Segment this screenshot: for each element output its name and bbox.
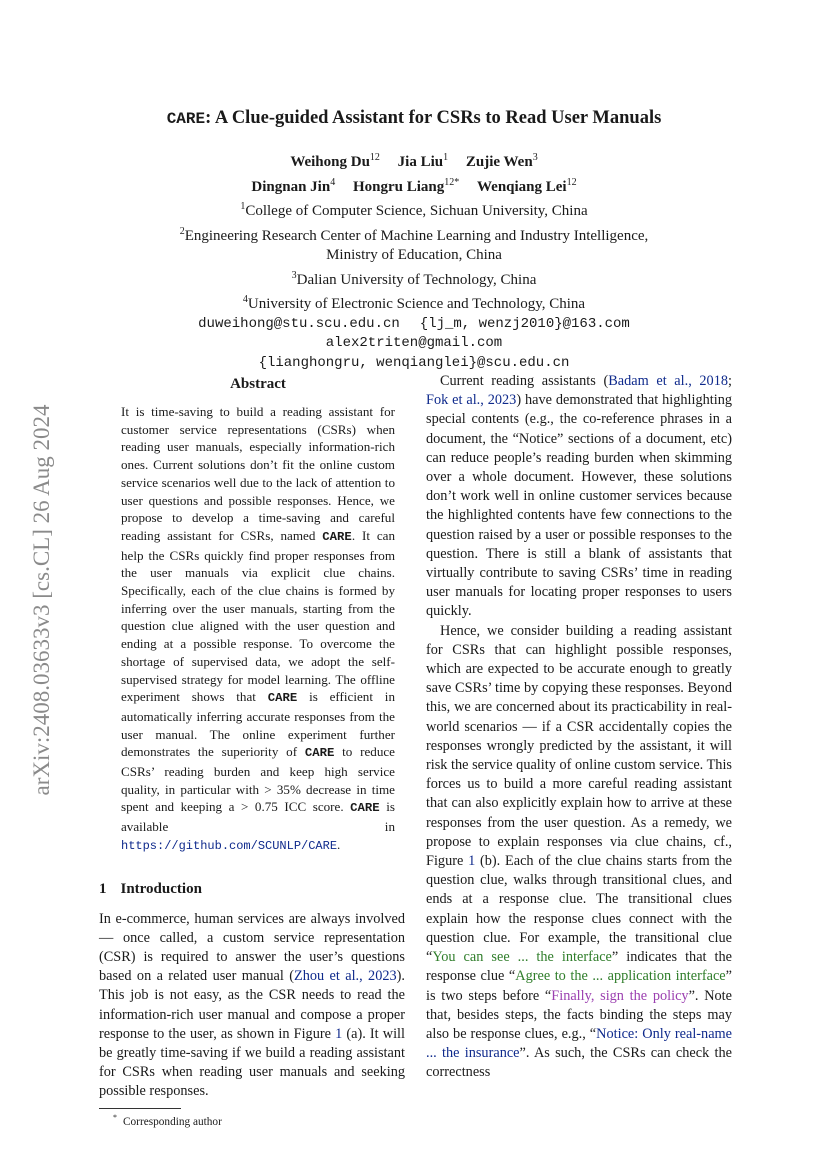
author-line-2	[60, 173, 768, 198]
affiliation: $^3$Dalian University of Technology, China	[291, 269, 537, 288]
title-text: : A Clue-guided Assistant for CSRs to Read User Manuals	[205, 108, 662, 128]
body-paragraph: Current reading assistants (Badam et al., 2018; Fok et al., 2023) have demonstrated that highlighting special contents (e.g., the co-reference phrases in a document, the “Notice” sections of a document, etc) can reduce people’s reading burden when skimming over a whole document. However, these solutions don’t work well in online customer services because the highlighted contents have few connections to the question raised by a user or possible responses to the question. There is still a blank of assistants that virtually contribute to saving CSRs’ time in reading user manuals for locating proper responses to users quickly.	[426, 373, 732, 620]
figure-link[interactable]: 1	[335, 1025, 343, 1042]
author: Dingnan Jin$^4$	[251, 176, 336, 195]
author-block	[60, 148, 768, 373]
author: Hongru Liang$^{12*}$	[352, 176, 460, 195]
intro-paragraph: In e-commerce, human services are always involved — once called, a custom service representation (CSR) is required to answer the user’s questions based on a related user manual (Zhou et al., 2023). This job is not easy, as the CSR needs to read the information-rich user manual and compose a proper response to the user, as shown in Figure 1 (a). It will be greatly time-saving if we build a reading assistant for CSRs when reading user manuals and seeking possible responses.	[99, 910, 406, 1100]
author: Jia Liu$^1$	[397, 152, 449, 170]
abstract-heading: Abstract	[230, 376, 286, 392]
affiliation: Ministry of Education, China	[326, 247, 502, 263]
affiliation: $^2$Engineering Research Center of Machine Learning and Industry Intelligence,	[179, 225, 649, 244]
title-acronym: CARE	[166, 110, 206, 128]
author-line-1	[60, 148, 768, 173]
citation-link[interactable]: Zhou et al., 2023	[293, 968, 397, 985]
abstract-text: It is time-saving to build a reading assistant for customer service representations (CSRs) when reading user manuals, especially information-rich ones. Current solutions don’t fit the online custom service scenarios well due to the lack of attention to user questions and possible responses. Hence, we propose to develop a time-saving and careful reading assistant for CSRs, named CARE. It can help the CSRs quickly find proper responses from the user manuals via explicit clue chains. Specifically, each of the clue chains is formed by inferring over the user manuals, starting from the question clue aligned with the user question and ending at a possible response. To overcome the shortage of supervised data, we adopt the self-supervised strategy for model learning. The offline experiment shows that CARE is efficient in automatically inferring accurate responses from the user manual. The online experiment further demonstrates the superiority of CARE to reduce CSRs’ reading burden and keep high service quality, in particular with > 35% decrease in time spent and keeping a > 0.75 ICC score. CARE is available in https://github.com/SCUNLP/CARE.	[121, 404, 395, 853]
transitional-clue: You can see ... the interface	[432, 949, 612, 966]
figure-link[interactable]: 1	[468, 853, 476, 870]
author: Weihong Du$^{12}$	[290, 152, 380, 170]
arxiv-identifier: arXiv:2408.03633v3 [cs.CL] 26 Aug 2024	[29, 404, 54, 796]
right-column	[426, 372, 732, 1083]
author: Wenqiang Lei$^{12}$	[476, 176, 577, 195]
response-clue: Agree to the ... application interface	[515, 968, 726, 985]
author: Zujie Wen$^3$	[465, 152, 538, 170]
left-column	[99, 372, 405, 1128]
paper-title	[60, 106, 768, 131]
email-line: alex2triten@gmail.com	[325, 335, 503, 351]
citation-link[interactable]: Badam et al., 2018	[608, 373, 728, 389]
fact-clue: Notice: Only real-name ... the insurance	[426, 1025, 733, 1062]
email-line: {lianghongru, wenqianglei}@scu.edu.cn	[258, 354, 570, 371]
email-line: duweihong@stu.scu.edu.cn {lj_m, wenzj2010}@163.com	[198, 315, 630, 332]
citation-link[interactable]: Fok et al., 2023	[426, 392, 517, 409]
footnote: * Corresponding author	[113, 1112, 222, 1128]
repo-link[interactable]: https://github.com/SCUNLP/CARE	[121, 838, 338, 853]
section-heading-introduction: 1 Introduction	[99, 880, 202, 897]
body-paragraph: Hence, we consider building a reading assistant for CSRs that can highlight possible responses, which are expected to be accurate enough to greatly save CSRs’ time by copying these responses. Beyond this, we are concerned about its practicability in real-world scenarios — if a CSR accidentally copies the responses wrongly predicted by the assistant, it will risk the service quality of online custom service. This forces us to build a more careful reading assistant that can also explicitly explain how to arrive at these responses from the user question. As a remedy, we propose to explain responses via clue chains, cf., Figure 1 (b). Each of the clue chains starts from the question clue, walks through transitional clues, and ends at a response clue. The transitional clues explain how the response clues connect with the question clue. For example, the transitional clue “You can see ... the interface” indicates that the response clue “Agree to the ... application interface” is two steps before “Finally, sign the policy”. Note that, besides steps, the facts binding the steps may also be response clues, e.g., “Notice: Only real-name ... the insurance”. As such, the CSRs can check the correctness	[426, 622, 733, 1081]
footnote-rule	[99, 1108, 181, 1109]
affiliation: $^4$University of Electronic Science and Technology, China	[242, 294, 586, 312]
affiliation: $^1$College of Computer Science, Sichuan University, China	[240, 201, 588, 219]
step-clue: Finally, sign the policy	[551, 987, 689, 1004]
